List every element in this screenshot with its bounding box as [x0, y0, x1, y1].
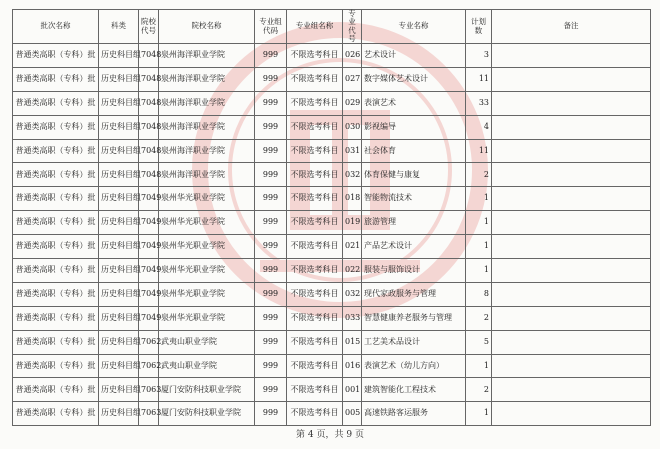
group-name-cell: 不限选考科目 [287, 402, 343, 426]
school-code-cell: 7063 [139, 378, 159, 402]
major-name-cell: 工艺美术品设计 [362, 330, 466, 354]
major-name-cell: 表演艺术 [362, 91, 466, 115]
group-code-cell: 999 [255, 402, 287, 426]
major-code-cell: 015 [343, 330, 362, 354]
group-code-cell: 999 [255, 115, 287, 139]
school-name-cell: 泉州华光职业学院 [159, 259, 255, 283]
major-code-cell: 001 [343, 378, 362, 402]
table-row [13, 306, 651, 330]
remark-cell [492, 354, 651, 378]
batch-cell: 普通类高职（专科）批 [13, 67, 99, 91]
batch-cell: 普通类高职（专科）批 [13, 259, 99, 283]
subject-cell: 历史科目组 [99, 378, 139, 402]
major-code-cell: 029 [343, 91, 362, 115]
school-code-cell: 7063 [139, 402, 159, 426]
school-name-cell: 厦门安防科技职业学院 [159, 402, 255, 426]
batch-cell: 普通类高职（专科）批 [13, 211, 99, 235]
group-name-cell: 不限选考科目 [287, 67, 343, 91]
major-name-cell: 影视编导 [362, 115, 466, 139]
group-name-cell: 不限选考科目 [287, 115, 343, 139]
subject-cell: 历史科目组 [99, 91, 139, 115]
batch-cell: 普通类高职（专科）批 [13, 187, 99, 211]
table-row [13, 378, 651, 402]
table-row [13, 354, 651, 378]
subject-cell: 历史科目组 [99, 259, 139, 283]
remark-cell [492, 139, 651, 163]
table-row [13, 235, 651, 259]
school-code-cell: 7062 [139, 354, 159, 378]
batch-cell: 普通类高职（专科）批 [13, 115, 99, 139]
plan-count-cell: 2 [466, 378, 492, 402]
major-code-cell: 022 [343, 259, 362, 283]
major-name-cell: 建筑智能化工程技术 [362, 378, 466, 402]
subject-cell: 历史科目组 [99, 67, 139, 91]
plan-count-cell: 11 [466, 67, 492, 91]
school-code-cell: 7062 [139, 330, 159, 354]
major-code-cell: 018 [343, 187, 362, 211]
group-name-cell: 不限选考科目 [287, 187, 343, 211]
group-name-cell: 不限选考科目 [287, 91, 343, 115]
remark-cell [492, 259, 651, 283]
group-code-cell: 999 [255, 306, 287, 330]
major-name-cell: 智慧健康养老服务与管理 [362, 306, 466, 330]
table-row [13, 139, 651, 163]
remark-cell [492, 67, 651, 91]
major-name-cell: 数字媒体艺术设计 [362, 67, 466, 91]
subject-cell: 历史科目组 [99, 211, 139, 235]
remark-cell [492, 282, 651, 306]
header-school-name: 院校名称 [159, 10, 255, 44]
school-code-cell: 7048 [139, 44, 159, 68]
batch-cell: 普通类高职（专科）批 [13, 330, 99, 354]
plan-count-cell: 2 [466, 163, 492, 187]
major-code-cell: 031 [343, 139, 362, 163]
school-name-cell: 厦门安防科技职业学院 [159, 378, 255, 402]
major-name-cell: 表演艺术（幼儿方向） [362, 354, 466, 378]
school-code-cell: 7049 [139, 211, 159, 235]
plan-count-cell: 3 [466, 44, 492, 68]
remark-cell [492, 115, 651, 139]
major-name-cell: 艺术设计 [362, 44, 466, 68]
group-code-cell: 999 [255, 259, 287, 283]
school-code-cell: 7049 [139, 235, 159, 259]
school-name-cell: 泉州华光职业学院 [159, 235, 255, 259]
major-code-cell: 019 [343, 211, 362, 235]
school-code-cell: 7049 [139, 187, 159, 211]
remark-cell [492, 378, 651, 402]
school-name-cell: 泉州海洋职业学院 [159, 139, 255, 163]
group-code-cell: 999 [255, 187, 287, 211]
plan-count-cell: 1 [466, 211, 492, 235]
remark-cell [492, 330, 651, 354]
group-code-cell: 999 [255, 378, 287, 402]
major-name-cell: 旅游管理 [362, 211, 466, 235]
major-name-cell: 现代家政服务与管理 [362, 282, 466, 306]
batch-cell: 普通类高职（专科）批 [13, 235, 99, 259]
plan-count-cell: 11 [466, 139, 492, 163]
plan-count-cell: 8 [466, 282, 492, 306]
group-code-cell: 999 [255, 282, 287, 306]
batch-cell: 普通类高职（专科）批 [13, 139, 99, 163]
school-code-cell: 7049 [139, 282, 159, 306]
plan-count-cell: 1 [466, 187, 492, 211]
group-code-cell: 999 [255, 139, 287, 163]
plan-count-cell: 2 [466, 306, 492, 330]
group-code-cell: 999 [255, 235, 287, 259]
header-batch: 批次名称 [13, 10, 99, 44]
school-name-cell: 泉州海洋职业学院 [159, 44, 255, 68]
plan-count-cell: 1 [466, 235, 492, 259]
table-row [13, 211, 651, 235]
school-name-cell: 泉州海洋职业学院 [159, 91, 255, 115]
school-name-cell: 武夷山职业学院 [159, 354, 255, 378]
group-name-cell: 不限选考科目 [287, 163, 343, 187]
table-row [13, 259, 651, 283]
major-name-cell: 服装与服饰设计 [362, 259, 466, 283]
table-row [13, 163, 651, 187]
group-code-cell: 999 [255, 354, 287, 378]
header-major-name: 专业名称 [362, 10, 466, 44]
subject-cell: 历史科目组 [99, 139, 139, 163]
plan-count-cell: 33 [466, 91, 492, 115]
school-name-cell: 泉州海洋职业学院 [159, 115, 255, 139]
plan-count-cell: 5 [466, 330, 492, 354]
table-header-row [13, 10, 651, 44]
school-name-cell: 泉州海洋职业学院 [159, 163, 255, 187]
batch-cell: 普通类高职（专科）批 [13, 282, 99, 306]
major-name-cell: 体育保健与康复 [362, 163, 466, 187]
remark-cell [492, 235, 651, 259]
page-number: 第 4 页，共 9 页 [296, 430, 364, 440]
subject-cell: 历史科目组 [99, 282, 139, 306]
group-code-cell: 999 [255, 163, 287, 187]
school-code-cell: 7048 [139, 91, 159, 115]
school-code-cell: 7048 [139, 139, 159, 163]
remark-cell [492, 91, 651, 115]
remark-cell [492, 306, 651, 330]
group-name-cell: 不限选考科目 [287, 139, 343, 163]
header-school-code: 院校代号 [139, 10, 159, 44]
table-row [13, 282, 651, 306]
group-code-cell: 999 [255, 67, 287, 91]
header-subject-type: 科类 [99, 10, 139, 44]
group-name-cell: 不限选考科目 [287, 330, 343, 354]
plan-count-cell: 1 [466, 354, 492, 378]
subject-cell: 历史科目组 [99, 44, 139, 68]
remark-cell [492, 402, 651, 426]
enrollment-plan-table [12, 9, 651, 426]
group-name-cell: 不限选考科目 [287, 259, 343, 283]
header-plan-count: 计划数 [466, 10, 492, 44]
header-group-code: 专业组代码 [255, 10, 287, 44]
subject-cell: 历史科目组 [99, 402, 139, 426]
remark-cell [492, 163, 651, 187]
header-remarks: 备注 [492, 10, 651, 44]
subject-cell: 历史科目组 [99, 330, 139, 354]
subject-cell: 历史科目组 [99, 115, 139, 139]
major-code-cell: 016 [343, 354, 362, 378]
header-major-code: 专业代号 [343, 10, 362, 44]
school-code-cell: 7048 [139, 115, 159, 139]
major-code-cell: 021 [343, 235, 362, 259]
table-row [13, 91, 651, 115]
group-name-cell: 不限选考科目 [287, 44, 343, 68]
subject-cell: 历史科目组 [99, 235, 139, 259]
major-code-cell: 005 [343, 402, 362, 426]
plan-count-cell: 1 [466, 259, 492, 283]
major-code-cell: 033 [343, 306, 362, 330]
group-name-cell: 不限选考科目 [287, 378, 343, 402]
major-name-cell: 社会体育 [362, 139, 466, 163]
table-row [13, 187, 651, 211]
group-code-cell: 999 [255, 330, 287, 354]
major-code-cell: 027 [343, 67, 362, 91]
school-code-cell: 7049 [139, 259, 159, 283]
school-name-cell: 泉州华光职业学院 [159, 187, 255, 211]
group-code-cell: 999 [255, 91, 287, 115]
batch-cell: 普通类高职（专科）批 [13, 163, 99, 187]
major-name-cell: 产品艺术设计 [362, 235, 466, 259]
batch-cell: 普通类高职（专科）批 [13, 402, 99, 426]
table-row [13, 67, 651, 91]
subject-cell: 历史科目组 [99, 354, 139, 378]
subject-cell: 历史科目组 [99, 187, 139, 211]
school-code-cell: 7048 [139, 163, 159, 187]
group-code-cell: 999 [255, 211, 287, 235]
remark-cell [492, 211, 651, 235]
school-name-cell: 泉州华光职业学院 [159, 306, 255, 330]
table-row [13, 115, 651, 139]
batch-cell: 普通类高职（专科）批 [13, 378, 99, 402]
subject-cell: 历史科目组 [99, 163, 139, 187]
school-name-cell: 泉州华光职业学院 [159, 282, 255, 306]
group-name-cell: 不限选考科目 [287, 306, 343, 330]
group-name-cell: 不限选考科目 [287, 282, 343, 306]
batch-cell: 普通类高职（专科）批 [13, 91, 99, 115]
school-name-cell: 武夷山职业学院 [159, 330, 255, 354]
plan-count-cell: 1 [466, 402, 492, 426]
group-code-cell: 999 [255, 44, 287, 68]
remark-cell [492, 44, 651, 68]
batch-cell: 普通类高职（专科）批 [13, 44, 99, 68]
major-code-cell: 026 [343, 44, 362, 68]
group-name-cell: 不限选考科目 [287, 235, 343, 259]
major-code-cell: 030 [343, 115, 362, 139]
school-name-cell: 泉州海洋职业学院 [159, 67, 255, 91]
batch-cell: 普通类高职（专科）批 [13, 306, 99, 330]
table-row [13, 330, 651, 354]
school-code-cell: 7049 [139, 306, 159, 330]
table-row [13, 402, 651, 426]
batch-cell: 普通类高职（专科）批 [13, 354, 99, 378]
subject-cell: 历史科目组 [99, 306, 139, 330]
remark-cell [492, 187, 651, 211]
major-name-cell: 高速铁路客运服务 [362, 402, 466, 426]
plan-count-cell: 4 [466, 115, 492, 139]
major-code-cell: 032 [343, 163, 362, 187]
school-code-cell: 7048 [139, 67, 159, 91]
group-name-cell: 不限选考科目 [287, 211, 343, 235]
major-name-cell: 智能物流技术 [362, 187, 466, 211]
table-row [13, 44, 651, 68]
header-group-name: 专业组名称 [287, 10, 343, 44]
major-code-cell: 032 [343, 282, 362, 306]
school-name-cell: 泉州华光职业学院 [159, 211, 255, 235]
group-name-cell: 不限选考科目 [287, 354, 343, 378]
